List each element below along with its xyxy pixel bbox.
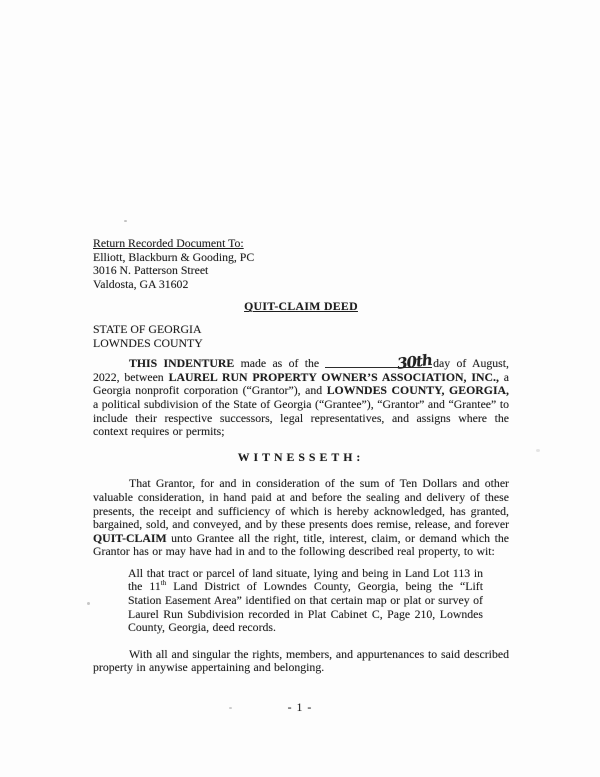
return-address-street: 3016 N. Patterson Street — [93, 263, 209, 278]
grantor-name: LAUREL RUN PROPERTY OWNER’S ASSOCIATION, INC., — [168, 369, 499, 384]
consideration-paragraph — [93, 477, 509, 559]
appurtenances-paragraph: With all and singular the rights, members, and appurtenances to said described property in anywise appertaining and belonging. — [93, 646, 509, 675]
text-segment: day of August, 2022, between — [93, 356, 510, 384]
text-segment: a Georgia nonprofit corporation (“Grantor”), and — [93, 369, 510, 398]
document-title: QUIT-CLAIM DEED — [244, 299, 358, 314]
return-address-city: Valdosta, GA 31602 — [93, 276, 189, 291]
property-description-paragraph — [128, 567, 483, 635]
venue-county: LOWNDES COUNTY — [93, 335, 203, 350]
venue-state: STATE OF GEORGIA — [93, 321, 202, 336]
text-segment: Land District of Lowndes County, Georgia, being the “Lift Station Easement Area” identified on that certain map or plat or survey of Laurel Run Subdivision recorded in Plat Cabinet C, Page 210, Lowndes County, Georgia, deed records. — [128, 579, 483, 635]
quit-claim-phrase: QUIT-CLAIM — [93, 530, 167, 545]
indenture-opening-phrase: THIS INDENTURE — [129, 356, 235, 371]
handwritten-day-blank — [325, 350, 434, 373]
witnesseth-heading: WITNESSETH: — [237, 449, 365, 464]
text-segment: unto Grantee all the right, title, interest, claim, or demand which the Grantor has or may have had in and to the following described real property, to wit: — [93, 530, 509, 559]
grantee-name: LOWNDES COUNTY, GEORGIA, — [326, 383, 510, 398]
return-address-heading: Return Recorded Document To: — [93, 236, 244, 250]
text-segment: made as of the — [234, 356, 326, 371]
handwritten-day-value: 30th — [396, 350, 434, 373]
return-address-block — [93, 237, 509, 291]
ordinal-superscript: th — [160, 579, 167, 588]
scan-speck — [87, 602, 90, 605]
page-number: - 1 - — [287, 700, 313, 714]
scan-speck — [124, 220, 127, 222]
indenture-paragraph — [93, 350, 510, 439]
scan-speck — [536, 449, 540, 452]
text-segment: a political subdivision of the State of Georgia (“Grantee”), “Grantor” and “Grantee” to include their respective successors, legal representatives, and assigns where the context requires or permits; — [93, 396, 509, 439]
document-content — [93, 237, 509, 675]
return-address-firm: Elliott, Blackburn & Gooding, PC — [93, 249, 255, 264]
text-segment: That Grantor, for and in consideration of the sum of Ten Dollars and other valuable consideration, in hand paid at and before the sealing and delivery of these presents, the receipt and sufficiency of which is hereby acknowledged, has granted, bargained, sold, and conveyed, and by these presents does remise, release, and forever — [93, 476, 509, 532]
venue-block — [93, 323, 509, 350]
text-segment: All that tract or parcel of land situate, lying and being in Land Lot 113 in the 11 — [128, 565, 483, 594]
